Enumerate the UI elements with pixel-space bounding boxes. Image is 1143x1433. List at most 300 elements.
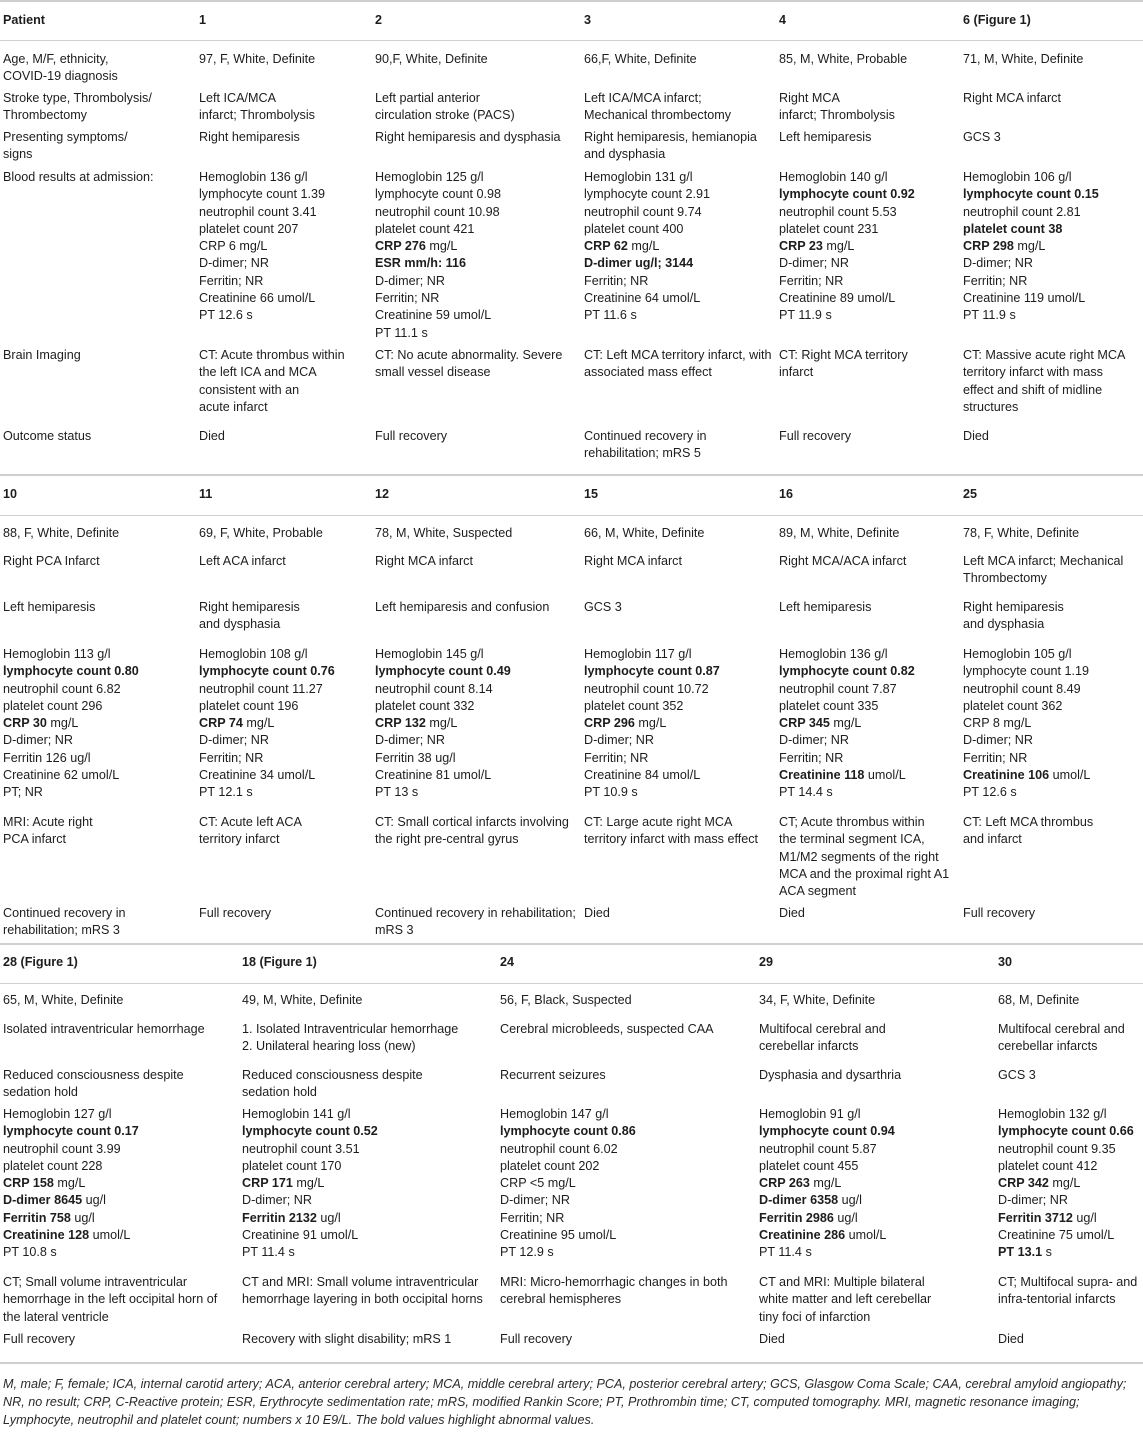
age-cell-line: 49, M, White, Definite	[242, 993, 363, 1007]
outcome-cell-line: Full recovery	[375, 429, 448, 443]
result-value: D-dimer; NR	[375, 733, 445, 748]
result-value: Ferritin 38 ug/l	[375, 750, 456, 765]
result-value: Ferritin; NR	[199, 750, 264, 765]
result-value: Creatinine 75 umol/L	[998, 1228, 1115, 1243]
symptoms-cell	[963, 129, 1001, 146]
outcome-cell	[3, 1331, 75, 1348]
age-cell	[3, 992, 123, 1009]
symptoms-cell-line: and dysphasia	[199, 617, 281, 632]
blood-results-cell	[375, 169, 501, 342]
imaging-cell	[998, 1274, 1137, 1309]
blood-result-line	[3, 1175, 139, 1192]
abnormal-value: ESR mm/h: 116	[375, 256, 466, 271]
blood-result-line	[3, 1141, 139, 1158]
imaging-cell-line: CT; Acute thrombus within	[779, 815, 925, 829]
abnormal-value: Ferritin 3712	[998, 1210, 1073, 1225]
imaging-cell-line: infra-tentorial infarcts	[998, 1292, 1116, 1307]
symptoms-cell	[759, 1067, 901, 1084]
result-value: neutrophil count 2.81	[963, 204, 1081, 219]
blood-result-line	[998, 1210, 1134, 1227]
outcome-cell	[998, 1331, 1024, 1348]
blood-result-line	[998, 1227, 1134, 1244]
blood-result-line	[584, 238, 710, 255]
blood-result-line	[375, 750, 511, 767]
abnormal-value: lymphocyte count 0.92	[779, 187, 915, 202]
blood-result-line	[963, 767, 1090, 784]
blood-result-line	[199, 307, 325, 324]
result-value: PT 10.8 s	[3, 1245, 57, 1260]
result-value: Ferritin 126 ug/l	[3, 750, 91, 765]
result-value: Creatinine 91 umol/L	[242, 1228, 359, 1243]
imaging-cell-line: CT: Acute left ACA	[199, 815, 302, 829]
imaging-cell-line: small vessel disease	[375, 365, 491, 380]
result-value: platelet count 412	[998, 1158, 1098, 1173]
result-unit: ug/l	[838, 1193, 862, 1208]
symptoms-cell	[779, 129, 871, 146]
outcome-cell	[963, 428, 989, 445]
blood-result-line	[3, 1106, 139, 1123]
blood-result-line	[3, 698, 139, 715]
abnormal-value: CRP 345	[779, 716, 830, 731]
symptoms-cell-line: Left hemiparesis	[779, 600, 872, 614]
imaging-cell-line: consistent with an	[199, 382, 300, 397]
outcome-cell-line: Full recovery	[199, 906, 272, 920]
outcome-cell	[199, 428, 225, 445]
blood-result-line	[500, 1227, 636, 1244]
blood-result-line	[199, 290, 325, 307]
abnormal-value: D-dimer ug/l; 3144	[584, 256, 694, 271]
imaging-cell-line: CT; Multifocal supra- and	[998, 1275, 1138, 1289]
imaging-cell-line: acute infarct	[199, 399, 268, 414]
abnormal-value: Creatinine 118	[779, 768, 865, 783]
imaging-cell-line: and infarct	[963, 832, 1022, 847]
blood-result-line	[3, 1158, 139, 1175]
abnormal-value: lymphocyte count 0.94	[759, 1124, 895, 1139]
imaging-cell	[584, 814, 758, 849]
stroke-type-cell	[3, 553, 100, 570]
result-value: CRP 6 mg/L	[199, 239, 268, 254]
result-value: Hemoglobin 140 g/l	[779, 170, 888, 184]
age-cell-line: 69, F, White, Probable	[199, 526, 323, 540]
age-cell	[963, 51, 1083, 68]
result-value: D-dimer; NR	[963, 256, 1033, 271]
symptoms-cell-line: Reduced consciousness despite	[242, 1068, 423, 1082]
result-value: Hemoglobin 105 g/l	[963, 647, 1072, 661]
patient-header: 11	[199, 487, 213, 501]
symptoms-cell-line: Left hemiparesis	[779, 130, 872, 144]
row-label-imaging	[3, 347, 81, 364]
blood-results-cell	[779, 169, 915, 325]
age-cell-line: 85, M, White, Probable	[779, 52, 908, 66]
blood-result-line	[199, 186, 325, 203]
row-label-stroke-line: Thrombectomy	[3, 108, 87, 123]
result-value: Ferritin; NR	[199, 273, 264, 288]
outcome-cell	[199, 905, 271, 922]
result-value: Hemoglobin 106 g/l	[963, 170, 1072, 184]
outcome-cell	[3, 905, 126, 940]
symptoms-cell-line: sedation hold	[242, 1085, 317, 1100]
patient-header: 10	[3, 487, 18, 501]
age-cell-line: 65, M, White, Definite	[3, 993, 124, 1007]
stroke-type-cell-line: Right MCA	[779, 91, 840, 105]
result-value: neutrophil count 9.74	[584, 204, 702, 219]
blood-result-line	[3, 1244, 139, 1261]
blood-result-line	[3, 715, 139, 732]
blood-results-cell	[963, 169, 1099, 325]
stroke-type-cell-line: Left MCA infarct; Mechanical	[963, 554, 1124, 568]
result-value: D-dimer; NR	[199, 733, 269, 748]
result-value: platelet count 202	[500, 1158, 600, 1173]
symptoms-cell	[963, 599, 1064, 634]
abnormal-value: platelet count 38	[963, 221, 1063, 236]
age-cell	[375, 525, 512, 542]
blood-result-line	[199, 663, 335, 680]
stroke-type-cell	[3, 1021, 205, 1038]
stroke-type-cell	[500, 1021, 714, 1038]
outcome-cell-line: rehabilitation; mRS 3	[3, 923, 120, 938]
result-value: Hemoglobin 132 g/l	[998, 1107, 1107, 1121]
outcome-cell	[963, 905, 1035, 922]
blood-result-line	[242, 1210, 378, 1227]
imaging-cell-line: CT; Small volume intraventricular	[3, 1275, 188, 1289]
age-cell	[3, 525, 119, 542]
result-value: Creatinine 95 umol/L	[500, 1228, 617, 1243]
result-unit: ug/l	[316, 1210, 341, 1225]
imaging-cell-line: PCA infarct	[3, 832, 66, 847]
blood-result-line	[963, 698, 1090, 715]
outcome-cell-line: Full recovery	[963, 906, 1036, 920]
blood-result-line	[375, 732, 511, 749]
symptoms-cell-line: Right hemiparesis and dysphasia	[375, 130, 561, 144]
stroke-type-cell-line: Cerebral microbleeds, suspected CAA	[500, 1022, 714, 1036]
result-value: Hemoglobin 91 g/l	[759, 1107, 861, 1121]
stroke-type-cell-line: Multifocal cerebral and	[998, 1022, 1125, 1036]
imaging-cell	[779, 814, 949, 900]
stroke-type-cell-line: 2. Unilateral hearing loss (new)	[242, 1039, 416, 1054]
age-cell-line: 71, M, White, Definite	[963, 52, 1084, 66]
result-value: D-dimer; NR	[375, 273, 445, 288]
blood-result-line	[998, 1123, 1134, 1140]
result-value: lymphocyte count 2.91	[584, 187, 711, 202]
blood-result-line	[584, 732, 720, 749]
abnormal-value: CRP 263	[759, 1176, 810, 1191]
result-value: PT 12.9 s	[500, 1245, 554, 1260]
symptoms-cell	[199, 129, 300, 146]
symptoms-cell-line: GCS 3	[584, 600, 622, 614]
blood-result-line	[375, 698, 511, 715]
result-value: lymphocyte count 1.19	[963, 664, 1090, 679]
abnormal-value: lymphocyte count 0.86	[500, 1124, 636, 1139]
blood-result-line	[963, 186, 1099, 203]
symptoms-cell	[779, 599, 871, 616]
result-value: Hemoglobin 125 g/l	[375, 170, 484, 184]
result-value: PT 11.9 s	[963, 308, 1016, 323]
blood-result-line	[199, 732, 335, 749]
symptoms-cell-line: GCS 3	[963, 130, 1001, 144]
result-value: neutrophil count 3.51	[242, 1141, 360, 1156]
stroke-type-cell-line: Isolated intraventricular hemorrhage	[3, 1022, 205, 1036]
row-label-age	[3, 51, 118, 86]
outcome-cell-line: Died	[998, 1332, 1024, 1346]
outcome-cell	[375, 428, 447, 445]
imaging-cell-line: CT: Acute thrombus within	[199, 348, 345, 362]
imaging-cell-line: CT: Small cortical infarcts involving	[375, 815, 569, 829]
result-value: Ferritin; NR	[584, 750, 649, 765]
result-unit: mg/L	[634, 716, 667, 731]
result-value: platelet count 362	[963, 698, 1063, 713]
result-value: PT 11.1 s	[375, 325, 428, 340]
outcome-cell	[584, 428, 707, 463]
blood-result-line	[779, 663, 915, 680]
result-unit: ug/l	[1072, 1210, 1097, 1225]
abnormal-value: CRP 132	[375, 716, 426, 731]
imaging-cell-line: CT: Right MCA territory	[779, 348, 908, 362]
result-value: neutrophil count 11.27	[199, 681, 323, 696]
imaging-cell-line: CT and MRI: Small volume intraventricular	[242, 1275, 479, 1289]
result-value: D-dimer; NR	[963, 733, 1033, 748]
blood-result-line	[963, 646, 1090, 663]
result-value: neutrophil count 5.53	[779, 204, 897, 219]
outcome-cell	[242, 1331, 451, 1348]
age-cell	[500, 992, 632, 1009]
outcome-cell	[779, 905, 805, 922]
symptoms-cell	[375, 129, 561, 146]
result-value: Creatinine 119 umol/L	[963, 291, 1086, 306]
symptoms-cell-line: Recurrent seizures	[500, 1068, 606, 1082]
symptoms-cell-line: Reduced consciousness despite	[3, 1068, 184, 1082]
patient-header: 12	[375, 487, 390, 501]
abnormal-value: Creatinine 286	[759, 1228, 846, 1243]
result-value: PT 11.4 s	[242, 1245, 295, 1260]
abnormal-value: D-dimer 8645	[3, 1193, 83, 1208]
result-value: D-dimer; NR	[779, 733, 849, 748]
age-cell-line: 78, M, White, Suspected	[375, 526, 513, 540]
abnormal-value: Ferritin 758	[3, 1210, 71, 1225]
blood-result-line	[759, 1123, 895, 1140]
age-cell	[584, 51, 697, 68]
result-unit: umol/L	[845, 1228, 887, 1243]
result-value: neutrophil count 6.02	[500, 1141, 618, 1156]
blood-result-line	[779, 646, 915, 663]
symptoms-cell-line: Right hemiparesis	[199, 600, 300, 614]
abnormal-value: Creatinine 128	[3, 1228, 90, 1243]
age-cell-line: 66,F, White, Definite	[584, 52, 697, 66]
blood-result-line	[375, 663, 511, 680]
result-value: neutrophil count 6.82	[3, 681, 121, 696]
patient-header: 2	[375, 13, 383, 27]
blood-result-line	[584, 681, 720, 698]
result-unit: ug/l	[833, 1210, 858, 1225]
outcome-cell-line: Continued recovery in rehabilitation;	[375, 906, 576, 920]
imaging-cell-line: the terminal segment ICA,	[779, 832, 925, 847]
blood-results-cell	[3, 1106, 139, 1262]
imaging-cell	[500, 1274, 727, 1309]
result-unit: mg/L	[829, 716, 862, 731]
imaging-cell-line: CT: Large acute right MCA	[584, 815, 733, 829]
outcome-cell-line: Full recovery	[3, 1332, 76, 1346]
result-value: platelet count 228	[3, 1158, 103, 1173]
stroke-type-cell	[779, 553, 906, 570]
result-value: platelet count 421	[375, 221, 475, 236]
stroke-type-cell	[963, 90, 1061, 107]
result-value: Hemoglobin 141 g/l	[242, 1107, 351, 1121]
blood-result-line	[759, 1141, 895, 1158]
abnormal-value: CRP 296	[584, 716, 635, 731]
blood-result-line	[963, 290, 1099, 307]
result-value: neutrophil count 7.87	[779, 681, 897, 696]
abnormal-value: lymphocyte count 0.80	[3, 664, 139, 679]
symptoms-cell	[500, 1067, 606, 1084]
imaging-cell-line: hemorrhage layering in both occipital horns	[242, 1292, 483, 1307]
blood-result-line	[963, 255, 1099, 272]
stroke-type-cell-line: 1. Isolated Intraventricular hemorrhage	[242, 1022, 459, 1036]
blood-result-line	[759, 1106, 895, 1123]
blood-result-line	[199, 715, 335, 732]
blood-result-line	[963, 715, 1090, 732]
blood-result-line	[584, 290, 710, 307]
imaging-cell	[759, 1274, 931, 1326]
patient-header: 28 (Figure 1)	[3, 955, 78, 969]
stroke-type-cell-line: Left ACA infarct	[199, 554, 286, 568]
imaging-cell-line: structures	[963, 399, 1019, 414]
abnormal-value: Creatinine 106	[963, 768, 1050, 783]
stroke-type-cell-line: circulation stroke (PACS)	[375, 108, 515, 123]
stroke-type-cell-line: cerebellar infarcts	[759, 1039, 859, 1054]
row-label-symptoms-line: signs	[3, 147, 33, 162]
blood-result-line	[963, 221, 1099, 238]
blood-results-cell	[759, 1106, 895, 1262]
result-value: Creatinine 81 umol/L	[375, 768, 492, 783]
blood-result-line	[779, 715, 915, 732]
patient-header: 6 (Figure 1)	[963, 13, 1031, 27]
symptoms-cell-line: Right hemiparesis	[199, 130, 300, 144]
abnormal-value: Ferritin 2132	[242, 1210, 317, 1225]
result-value: CRP <5 mg/L	[500, 1176, 576, 1191]
result-unit: mg/L	[822, 239, 855, 254]
blood-result-line	[779, 255, 915, 272]
result-unit: umol/L	[1049, 768, 1091, 783]
blood-result-line	[779, 186, 915, 203]
imaging-cell-line: associated mass effect	[584, 365, 712, 380]
imaging-cell-line: territory infarct with mass	[963, 365, 1103, 380]
blood-result-line	[242, 1227, 378, 1244]
blood-result-line	[375, 221, 501, 238]
stroke-type-cell-line: Multifocal cerebral and	[759, 1022, 886, 1036]
result-value: D-dimer; NR	[3, 733, 73, 748]
outcome-cell-line: Died	[779, 906, 805, 920]
row-label-symptoms-line: Presenting symptoms/	[3, 130, 128, 144]
result-value: PT 10.9 s	[584, 785, 638, 800]
patient-header: Patient	[3, 13, 45, 27]
blood-result-line	[963, 732, 1090, 749]
outcome-cell-line: Died	[199, 429, 225, 443]
result-value: Hemoglobin 117 g/l	[584, 647, 692, 661]
result-value: Ferritin; NR	[779, 273, 844, 288]
result-value: Creatinine 84 umol/L	[584, 768, 701, 783]
age-cell	[375, 51, 488, 68]
blood-results-cell	[375, 646, 511, 802]
row-label-blood	[3, 169, 154, 186]
imaging-cell	[3, 1274, 217, 1326]
abnormal-value: lymphocyte count 0.76	[199, 664, 335, 679]
stroke-type-cell-line: Mechanical thrombectomy	[584, 108, 731, 123]
row-label-stroke	[3, 90, 152, 125]
result-value: D-dimer; NR	[998, 1193, 1068, 1208]
result-unit: mg/L	[425, 239, 458, 254]
result-unit: mg/L	[1013, 239, 1046, 254]
symptoms-cell-line: sedation hold	[3, 1085, 78, 1100]
imaging-cell-line: CT and MRI: Multiple bilateral	[759, 1275, 925, 1289]
blood-result-line	[3, 1227, 139, 1244]
symptoms-cell	[3, 599, 95, 616]
table-footnote: M, male; F, female; ICA, internal carotid artery; ACA, anterior cerebral artery; MCA, middle cerebral artery; PCA, posterior cerebral artery; GCS, Glasgow Coma Scale; CAA, cerebral amyloid angiopathy; NR, no result; CRP, C-Reactive protein; ESR, Erythrocyte sedimentation rate; mRS, modified Rankin Score; PT, Prothrombin time; CT, computed tomography. MRI, magnetic resonance imaging; Lymphocyte, neutrophil and platelet count; numbers x 10 E9/L. The bold values highlight abnormal values.	[3, 1377, 1127, 1427]
symptoms-cell-line: Right hemiparesis	[963, 600, 1064, 614]
abnormal-value: lymphocyte count 0.49	[375, 664, 511, 679]
imaging-cell-line: CT: Left MCA territory infarct, with	[584, 348, 772, 362]
blood-result-line	[3, 663, 139, 680]
blood-result-line	[242, 1192, 378, 1209]
blood-result-line	[500, 1141, 636, 1158]
symptoms-cell-line: Left hemiparesis	[3, 600, 96, 614]
result-value: Creatinine 34 umol/L	[199, 768, 316, 783]
outcome-cell	[779, 428, 851, 445]
blood-result-line	[199, 273, 325, 290]
result-value: platelet count 455	[759, 1158, 859, 1173]
stroke-type-cell	[375, 90, 515, 125]
result-value: Hemoglobin 147 g/l	[500, 1107, 609, 1121]
blood-result-line	[584, 273, 710, 290]
blood-result-line	[3, 646, 139, 663]
blood-result-line	[375, 169, 501, 186]
outcome-cell-line: rehabilitation; mRS 5	[584, 446, 701, 461]
symptoms-cell-line: and dysphasia	[963, 617, 1045, 632]
patient-header: 4	[779, 13, 787, 27]
row-label-age-line: Age, M/F, ethnicity,	[3, 52, 109, 66]
stroke-type-cell-line: Right MCA infarct	[963, 91, 1061, 105]
blood-result-line	[3, 1210, 139, 1227]
abnormal-value: lymphocyte count 0.17	[3, 1124, 139, 1139]
abnormal-value: CRP 298	[963, 239, 1014, 254]
result-value: CRP 8 mg/L	[963, 716, 1032, 731]
blood-result-line	[3, 1123, 139, 1140]
patient-header: 3	[584, 13, 592, 27]
table-rule	[0, 515, 1143, 516]
row-label-imaging-line: Brain Imaging	[3, 348, 81, 362]
stroke-type-cell-line: Left ICA/MCA	[199, 91, 276, 105]
blood-result-line	[199, 784, 335, 801]
age-cell	[584, 525, 704, 542]
imaging-cell-line: MCA and the proximal right A1	[779, 866, 950, 881]
blood-result-line	[779, 307, 915, 324]
result-value: platelet count 170	[242, 1158, 342, 1173]
blood-result-line	[584, 646, 720, 663]
age-cell-line: 66, M, White, Definite	[584, 526, 705, 540]
age-cell	[779, 525, 899, 542]
result-value: neutrophil count 8.14	[375, 681, 493, 696]
blood-results-cell	[584, 646, 720, 802]
blood-result-line	[375, 186, 501, 203]
patient-header: 29	[759, 955, 774, 969]
result-unit: mg/L	[1048, 1176, 1081, 1191]
age-cell	[199, 51, 315, 68]
outcome-cell	[584, 905, 610, 922]
blood-results-cell	[242, 1106, 378, 1262]
imaging-cell	[963, 347, 1125, 416]
result-value: D-dimer; NR	[199, 256, 269, 271]
result-value: Hemoglobin 113 g/l	[3, 647, 111, 661]
row-label-outcome	[3, 428, 91, 445]
age-cell-line: 97, F, White, Definite	[199, 52, 316, 66]
